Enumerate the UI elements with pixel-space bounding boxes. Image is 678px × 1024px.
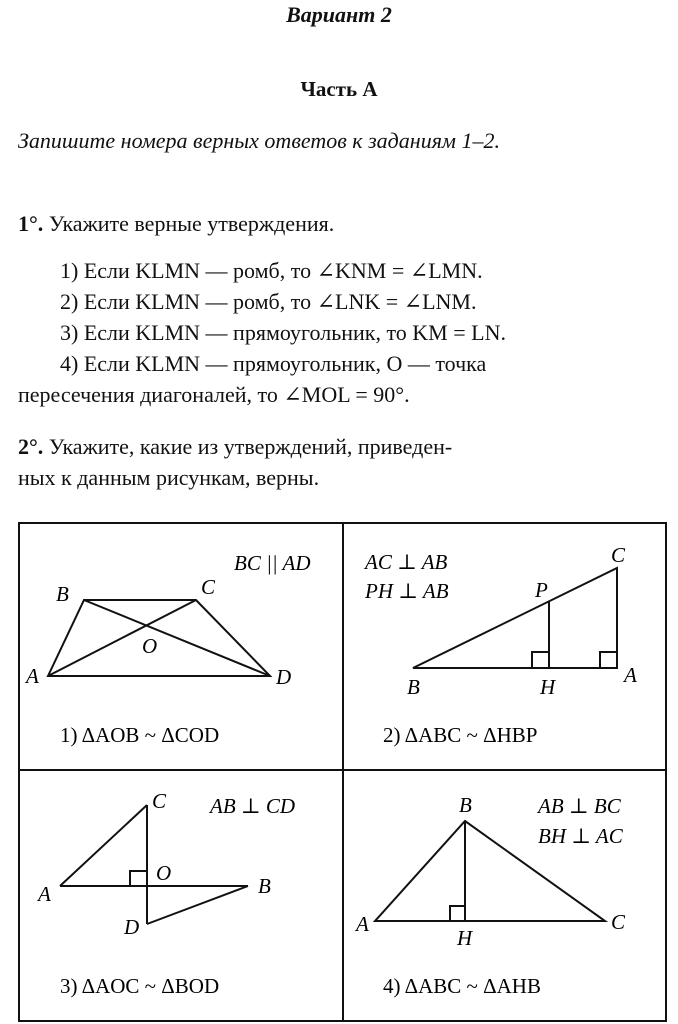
figure4-condition1: AB ⊥ BC [538,794,621,818]
right-angle-mark-o [130,871,147,886]
figure4-label-c: C [611,910,626,934]
figure3-condition: AB ⊥ CD [210,794,296,818]
right-angle-mark-h [450,906,465,921]
figure2-condition2: PH ⊥ AB [365,579,449,603]
figure2-label-p: P [535,578,548,602]
figure3-label-o: O [156,861,172,885]
figure1-label-b: B [56,582,69,606]
task1-option-4-continuation: пересечения диагоналей, то ∠MOL = 90°. [18,382,410,407]
figure4-statement: 4) ΔABC ~ ΔAHB [383,974,541,998]
task1-option-2: 2) Если KLMN — ромб, то ∠LNK = ∠LNM. [60,289,477,314]
figure1-label-a: A [26,664,39,688]
task2-prompt-line2: ных к данным рисункам, верны. [18,465,320,490]
task2-prompt-line1: Укажите, какие из утверждений, приведен- [48,434,453,459]
figure2-label-h: H [540,675,556,699]
figure1-condition: BC || AD [234,551,311,575]
figure-2 [363,543,637,747]
task1-prompt: Укажите верные утверждения. [48,211,335,236]
task1-option-1: 1) Если KLMN — ромб, то ∠KNM = ∠LMN. [60,258,483,283]
figure2-statement: 2) ΔABC ~ ΔHBP [383,723,538,747]
task1-option-4: 4) Если KLMN — прямоугольник, O — точка [60,351,487,376]
right-angle-mark-a [600,652,617,668]
variant-title: Вариант 2 [286,2,392,27]
figure2-condition1: AC ⊥ AB [365,550,448,574]
figure4-label-b: B [459,793,472,817]
trapezoid-abcd [48,600,270,676]
right-angle-mark-h [532,652,549,668]
figure-3 [36,789,295,998]
figure3-statement: 3) ΔAOC ~ ΔBOD [60,974,220,998]
segment-db [147,886,248,924]
task1-number: 1°. [18,211,44,236]
figure2-label-b: B [407,675,420,699]
diagonal-bd [84,600,270,676]
figure4-label-a: A [356,912,369,936]
figure-4 [354,793,626,998]
figure3-label-a: A [38,882,51,906]
figure1-statement: 1) ΔAOB ~ ΔCOD [60,723,220,747]
figure4-label-h: H [457,926,473,950]
segment-ac [60,805,147,886]
task1-option-3: 3) Если KLMN — прямоугольник, то KM = LN. [60,320,506,345]
diagonal-ac [48,600,196,676]
figure4-condition2: BH ⊥ AC [538,824,623,848]
part-title: Часть А [300,77,378,101]
figure1-label-c: C [201,575,216,599]
grid-lines [19,523,666,1021]
figure3-label-b: B [258,874,271,898]
task2-number: 2°. [18,434,44,459]
figure2-label-a: A [624,663,637,687]
figure-1 [24,551,311,747]
figure1-label-o: O [142,634,158,658]
figure3-label-d: D [124,915,140,939]
figure3-label-c: C [152,789,167,813]
figure2-label-c: C [611,543,626,567]
instructions: Запишите номера верных ответов к заданиям 1–2. [18,128,500,153]
figure1-label-d: D [276,665,292,689]
